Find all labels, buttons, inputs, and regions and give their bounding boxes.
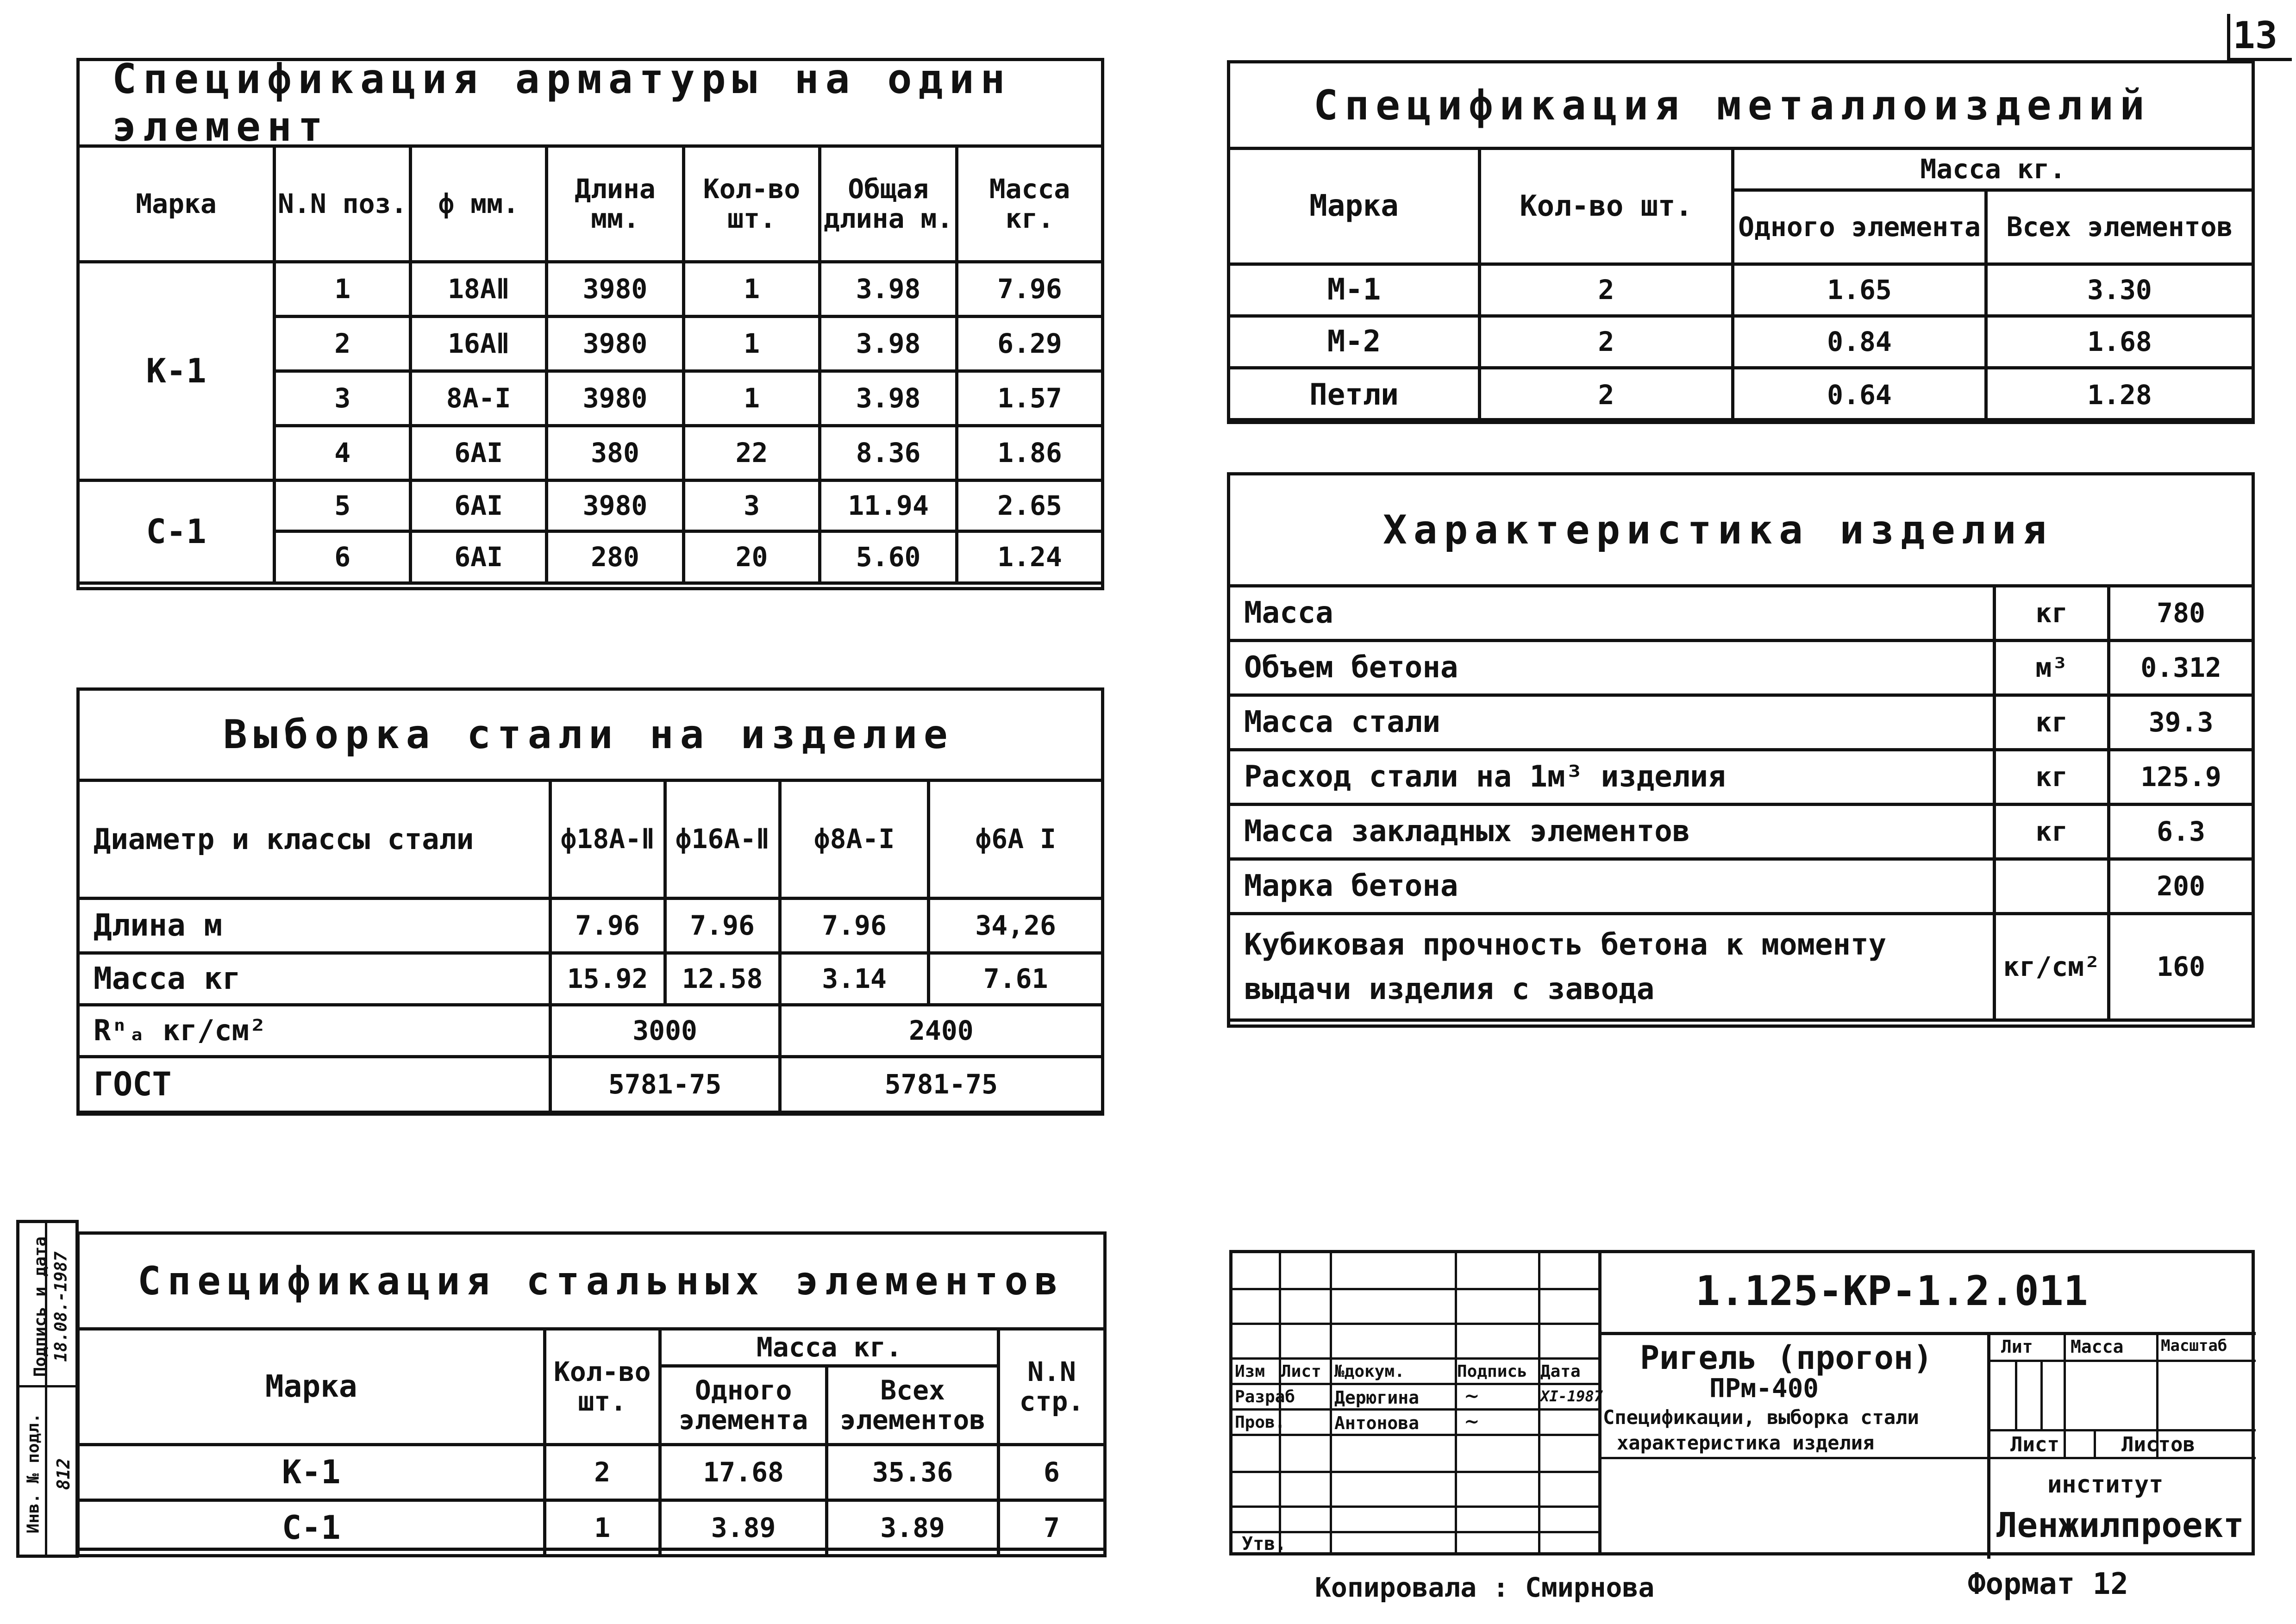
cell: 8.36: [820, 426, 957, 481]
cell: Петли: [1229, 368, 1480, 423]
unit-cell: [1995, 859, 2109, 914]
cell: 4: [275, 426, 411, 481]
steel-elements-panel: [76, 1231, 1107, 1551]
cell: 280: [547, 531, 684, 583]
cell: 35.36: [827, 1445, 999, 1500]
grid-line: [2064, 1332, 2066, 1457]
col-qty: Кол-во шт.: [544, 1329, 660, 1445]
copied-by: Копировала : Смирнова: [1315, 1572, 1655, 1603]
col-mark: Марка: [78, 146, 275, 262]
cell: 3: [683, 481, 820, 531]
cell: 3980: [547, 262, 684, 317]
characteristics-title: Характеристика изделия: [1383, 506, 2053, 553]
stamp-head-izm: Изм: [1235, 1362, 1265, 1381]
cell: 3980: [547, 317, 684, 371]
grid-line: [1232, 1288, 1598, 1290]
steel-elements-title: Спецификация стальных элементов: [138, 1258, 1064, 1304]
table-row: [1229, 859, 2253, 914]
col-header: ф8А-I: [780, 781, 929, 899]
cell: 12.58: [665, 953, 780, 1005]
cell: 7.61: [929, 953, 1103, 1005]
table-row: [78, 1005, 1103, 1057]
rebar-spec-panel: [76, 55, 1104, 590]
grid-line: [1232, 1357, 1598, 1360]
cell: 1: [683, 317, 820, 371]
table-row: [78, 1500, 1105, 1556]
stamp-developer: Дерюгина: [1334, 1387, 1420, 1408]
side-inv-label: Инв. № подл.: [24, 1413, 43, 1534]
col-mass: Масса кг.: [1733, 149, 2253, 190]
stamp-approve-label: Утв.: [1242, 1533, 1287, 1555]
characteristics-panel: [1227, 472, 2255, 1028]
row-label: Масса кг: [78, 953, 551, 1005]
cell: 3980: [547, 481, 684, 531]
cell: 6АI: [411, 531, 547, 583]
cell: 3.98: [820, 371, 957, 426]
cell: 3.98: [820, 317, 957, 371]
stamp-head-sign: Подпись: [1457, 1362, 1527, 1381]
cell: 2: [275, 317, 411, 371]
stamp-name-4: характеристика изделия: [1617, 1431, 1875, 1454]
stamp-institute-label: институт: [2047, 1471, 2164, 1499]
unit-cell: м³: [1995, 641, 2109, 695]
steel-elements-table: [76, 1327, 1107, 1557]
cell: 2: [544, 1445, 660, 1500]
cell: 0.64: [1733, 368, 1986, 423]
col-all: Всех элементов: [1986, 190, 2253, 264]
cell: 3.89: [827, 1500, 999, 1556]
row-label: Масса: [1229, 586, 1995, 641]
row-label: ГОСТ: [78, 1057, 551, 1112]
col-total: Общая длина м.: [820, 146, 957, 262]
value-cell: 125.9: [2109, 750, 2253, 805]
grid-line: [1232, 1505, 1598, 1508]
cell: 3.89: [660, 1500, 827, 1556]
unit-cell: кг: [1995, 695, 2109, 750]
cell: 5.60: [820, 531, 957, 583]
table-row: [78, 1057, 1103, 1112]
col-header: ф6А I: [929, 781, 1103, 899]
col-all: Всех элементов: [827, 1366, 999, 1445]
value-cell: 160: [2109, 914, 2253, 1020]
cell: 3.30: [1986, 264, 2253, 316]
cell: 1.86: [957, 426, 1103, 481]
stamp-name-1: Ригель (прогон): [1640, 1339, 1933, 1377]
col-page: N.N стр.: [999, 1329, 1105, 1445]
table-row: [1229, 641, 2253, 695]
cell: 3.98: [820, 262, 957, 317]
row-label: Rⁿₐ кг/см²: [78, 1005, 551, 1057]
stamp-sheet-label: Лист: [2010, 1433, 2059, 1456]
unit-cell: кг: [1995, 805, 2109, 859]
col-one: Одного элемента: [660, 1366, 827, 1445]
cell: 5781-75: [550, 1057, 780, 1112]
cell: 0.84: [1733, 316, 1986, 368]
characteristics-table: [1227, 584, 2255, 1022]
stamp-checker-signature: ~: [1464, 1411, 1480, 1432]
cell: 2400: [780, 1005, 1102, 1057]
cell: 3.14: [780, 953, 929, 1005]
col-mark: Марка: [78, 1329, 545, 1445]
cell: 34,26: [929, 899, 1103, 953]
table-row: [78, 481, 1103, 531]
stamp-lit-label: Лит: [2001, 1337, 2033, 1357]
row-label: Кубиковая прочность бетона к моменту выдачи изделия с завода: [1229, 914, 1995, 1020]
col-dia: ф мм.: [411, 146, 547, 262]
cell: 2: [1480, 264, 1733, 316]
cell: 17.68: [660, 1445, 827, 1500]
cell: 7: [999, 1500, 1105, 1556]
row-label: Длина м: [78, 899, 551, 953]
cell: 1.68: [1986, 316, 2253, 368]
steel-selection-title: Выборка стали на изделие: [223, 712, 954, 758]
stamp-date: XI-1987: [1540, 1387, 1603, 1405]
col-qty: Кол-во шт.: [1480, 149, 1733, 264]
value-cell: 200: [2109, 859, 2253, 914]
rebar-spec-title: Спецификация арматуры на один элемент: [112, 55, 1012, 150]
cell: 6АI: [411, 426, 547, 481]
cell: 3000: [550, 1005, 780, 1057]
title-block: [1229, 1250, 2255, 1555]
side-sign-label: Подпись и дата: [31, 1236, 50, 1377]
side-strip: [16, 1220, 79, 1558]
page-number: 13: [2233, 14, 2277, 57]
rebar-spec-table: [76, 144, 1104, 585]
row-label: Марка бетона: [1229, 859, 1995, 914]
cell: 380: [547, 426, 684, 481]
value-cell: 780: [2109, 586, 2253, 641]
stamp-scale-label: Масштаб: [2161, 1337, 2227, 1355]
value-cell: 0.312: [2109, 641, 2253, 695]
table-row: [1229, 264, 2253, 316]
cell: 5: [275, 481, 411, 531]
stamp-mass-label: Масса: [2071, 1337, 2124, 1357]
page-number-divider: [2227, 14, 2230, 60]
grid-line: [1232, 1408, 1598, 1411]
steel-selection-panel: [76, 687, 1104, 1116]
stamp-head-list: Лист: [1281, 1362, 1321, 1381]
steel-selection-table: [76, 779, 1104, 1114]
cell: К-1: [78, 1445, 545, 1500]
stamp-checker-label: Пров.: [1235, 1413, 1285, 1432]
cell: 2.65: [957, 481, 1103, 531]
metal-products-panel: [1227, 60, 2255, 421]
stamp-checker: Антонова: [1334, 1413, 1420, 1433]
table-row: [78, 899, 1103, 953]
cell: 15.92: [550, 953, 665, 1005]
table-row: [1229, 586, 2253, 641]
metal-products-title: Спецификация металлоизделий: [1314, 81, 2151, 129]
cell: 1: [544, 1500, 660, 1556]
row-label: Масса закладных элементов: [1229, 805, 1995, 859]
side-sign-value: 18.08.-1987: [51, 1251, 71, 1362]
unit-cell: кг: [1995, 750, 2109, 805]
stamp-institute: Ленжилпроект: [1996, 1505, 2244, 1545]
cell: 20: [683, 531, 820, 583]
stamp-head-doc: №докум.: [1334, 1362, 1405, 1381]
grid-line: [1987, 1429, 2256, 1431]
cell: С-1: [78, 1500, 545, 1556]
stamp-name-2: ПРм-400: [1709, 1374, 1819, 1404]
col-qty: Кол-во шт.: [683, 146, 820, 262]
cell: 18АⅡ: [411, 262, 547, 317]
col-header: ф16А-Ⅱ: [665, 781, 780, 899]
stamp-name-3: Спецификации, выборка стали: [1603, 1406, 1919, 1429]
col-mark: Марка: [1229, 149, 1480, 264]
cell: 1: [275, 262, 411, 317]
grid-line: [2094, 1429, 2096, 1457]
cell: 1.28: [1986, 368, 2253, 423]
table-row: [78, 953, 1103, 1005]
grid-line: [19, 1385, 75, 1387]
cell: 7.96: [665, 899, 780, 953]
grid-line: [2015, 1360, 2017, 1429]
stamp-sheets-label: Листов: [2121, 1433, 2195, 1456]
cell: 6: [999, 1445, 1105, 1500]
grid-line: [1232, 1434, 1598, 1436]
cell: 3980: [547, 371, 684, 426]
cell: 1: [683, 371, 820, 426]
cell: 2: [1480, 368, 1733, 423]
table-row: [1229, 750, 2253, 805]
unit-cell: кг/см²: [1995, 914, 2109, 1020]
cell: 8А-I: [411, 371, 547, 426]
cell: 16АⅡ: [411, 317, 547, 371]
col-pos: N.N поз.: [275, 146, 411, 262]
cell: 22: [683, 426, 820, 481]
cell: 1.65: [1733, 264, 1986, 316]
table-row: [1229, 914, 2253, 1020]
cell: М-1: [1229, 264, 1480, 316]
table-row: [1229, 805, 2253, 859]
grid-line: [2040, 1360, 2043, 1429]
cell: 5781-75: [780, 1057, 1102, 1112]
row-label: Масса стали: [1229, 695, 1995, 750]
cell: 6: [275, 531, 411, 583]
table-row: [1229, 695, 2253, 750]
mark-cell: С-1: [78, 481, 275, 583]
cell: 2: [1480, 316, 1733, 368]
cell: 1.57: [957, 371, 1103, 426]
table-row: [78, 262, 1103, 317]
cell: 7.96: [957, 262, 1103, 317]
cell: 6АI: [411, 481, 547, 531]
row-label: Объем бетона: [1229, 641, 1995, 695]
value-cell: 39.3: [2109, 695, 2253, 750]
mark-cell: К-1: [78, 262, 275, 481]
grid-line: [1987, 1360, 2256, 1362]
cell: 11.94: [820, 481, 957, 531]
header-label: Диаметр и классы стали: [78, 781, 551, 899]
value-cell: 6.3: [2109, 805, 2253, 859]
col-header: ф18А-Ⅱ: [550, 781, 665, 899]
cell: 1.24: [957, 531, 1103, 583]
col-one: Одного элемента: [1733, 190, 1986, 264]
metal-products-table: [1227, 147, 2255, 424]
cell: 6.29: [957, 317, 1103, 371]
side-inv-value: 812: [53, 1458, 74, 1490]
cell: 7.96: [550, 899, 665, 953]
unit-cell: кг: [1995, 586, 2109, 641]
grid-line: [1987, 1332, 1990, 1559]
grid-line: [1232, 1531, 1598, 1533]
cell: М-2: [1229, 316, 1480, 368]
stamp-developer-signature: ~: [1464, 1385, 1480, 1407]
grid-line: [1232, 1383, 1598, 1385]
cell: 3: [275, 371, 411, 426]
col-len: Длина мм.: [547, 146, 684, 262]
table-row: [1229, 316, 2253, 368]
row-label: Расход стали на 1м³ изделия: [1229, 750, 1995, 805]
grid-line: [1232, 1323, 1598, 1325]
grid-line: [1598, 1457, 1987, 1459]
cell: 1: [683, 262, 820, 317]
stamp-developer-label: Разраб: [1235, 1387, 1295, 1406]
stamp-code: 1.125-КР-1.2.011: [1695, 1267, 2088, 1315]
grid-line: [1232, 1471, 1598, 1473]
cell: 7.96: [780, 899, 929, 953]
table-row: [78, 1445, 1105, 1500]
format-label: Формат 12: [1968, 1567, 2128, 1601]
table-row: [1229, 368, 2253, 423]
stamp-head-date: Дата: [1540, 1362, 1581, 1381]
col-mass: Масса кг.: [660, 1329, 999, 1366]
col-mass: Масса кг.: [957, 146, 1103, 262]
grid-line: [1987, 1457, 2256, 1459]
